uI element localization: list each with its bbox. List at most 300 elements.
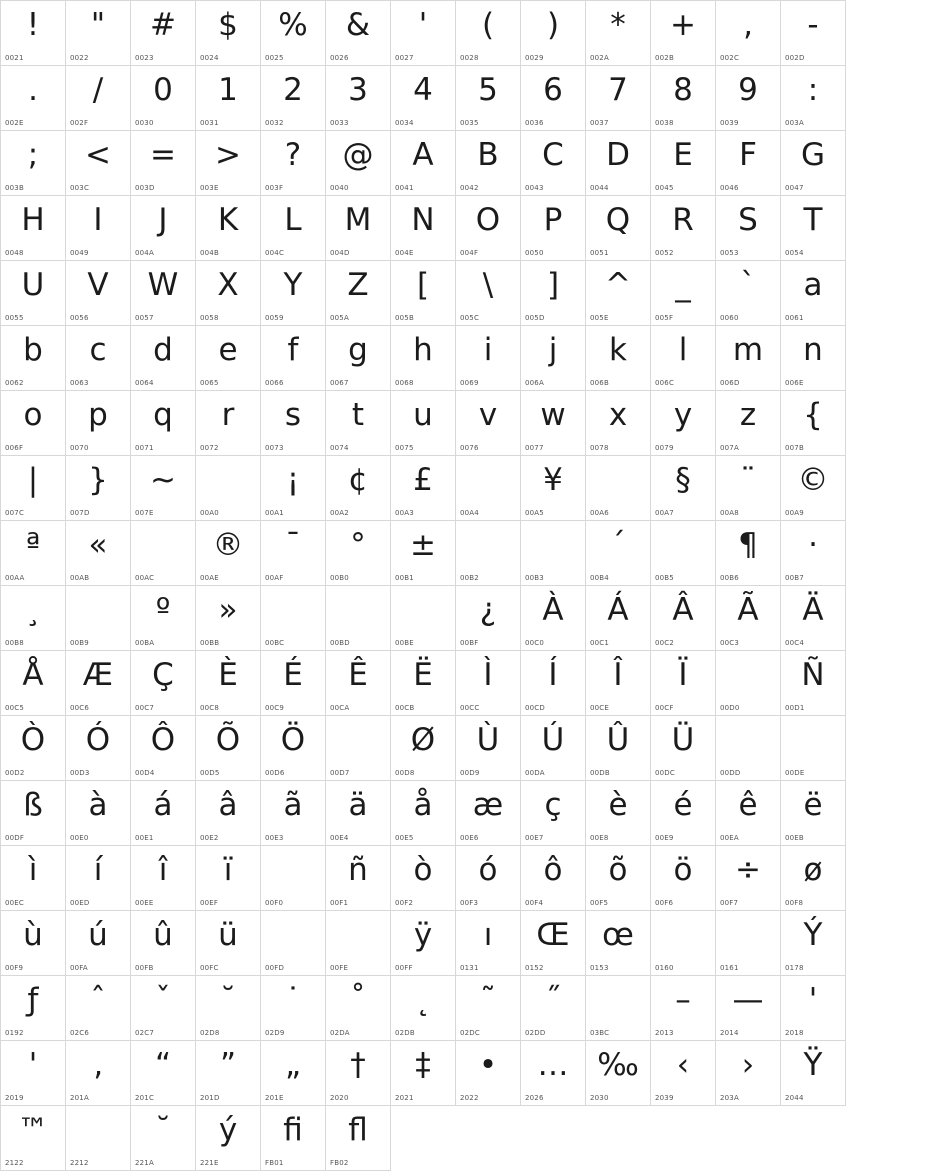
- glyph-cell[interactable]: [586, 456, 651, 521]
- glyph-codepoint: 02DC: [460, 1029, 480, 1037]
- glyph-cell[interactable]: [326, 781, 391, 846]
- glyph-cell[interactable]: [131, 781, 196, 846]
- glyph-cell[interactable]: [521, 976, 586, 1041]
- glyph-codepoint: 2019: [5, 1094, 24, 1102]
- glyph-cell[interactable]: [66, 521, 131, 586]
- glyph-codepoint: 0061: [785, 314, 804, 322]
- glyph-cell[interactable]: [196, 261, 261, 326]
- glyph-character: ¯: [285, 527, 301, 563]
- glyph-codepoint: 00D5: [200, 769, 220, 777]
- glyph-cell[interactable]: [716, 846, 781, 911]
- glyph-cell[interactable]: [586, 391, 651, 456]
- glyph-character: [586, 978, 650, 1022]
- glyph-cell[interactable]: [391, 716, 456, 781]
- glyph-cell[interactable]: [391, 586, 456, 651]
- glyph-cell[interactable]: [261, 586, 326, 651]
- glyph-cell[interactable]: [586, 261, 651, 326]
- glyph-cell[interactable]: [781, 911, 846, 976]
- glyph-cell[interactable]: [66, 976, 131, 1041]
- glyph-cell[interactable]: [261, 1, 326, 66]
- glyph-codepoint: 00E5: [395, 834, 414, 842]
- glyph-cell[interactable]: [521, 911, 586, 976]
- glyph-cell[interactable]: [781, 261, 846, 326]
- glyph-cell[interactable]: [196, 326, 261, 391]
- glyph-codepoint: 02D9: [265, 1029, 285, 1037]
- glyph-cell[interactable]: [66, 846, 131, 911]
- glyph-codepoint: 005D: [525, 314, 545, 322]
- glyph-cell[interactable]: [391, 651, 456, 716]
- glyph-cell[interactable]: [66, 716, 131, 781]
- glyph-cell[interactable]: [131, 131, 196, 196]
- glyph-character: –: [675, 982, 691, 1018]
- glyph-codepoint: 00BD: [330, 639, 350, 647]
- glyph-cell[interactable]: [716, 976, 781, 1041]
- glyph-character: º: [155, 592, 171, 628]
- glyph-cell[interactable]: [326, 716, 391, 781]
- glyph-cell[interactable]: [196, 586, 261, 651]
- glyph-cell[interactable]: [326, 586, 391, 651]
- glyph-character: X: [217, 267, 239, 303]
- glyph-cell[interactable]: [716, 326, 781, 391]
- glyph-codepoint: 00B6: [720, 574, 739, 582]
- glyph-cell[interactable]: [521, 326, 586, 391]
- glyph-cell[interactable]: [521, 131, 586, 196]
- glyph-cell[interactable]: [1, 716, 66, 781]
- glyph-cell[interactable]: [326, 1, 391, 66]
- glyph-cell[interactable]: [586, 131, 651, 196]
- glyph-cell[interactable]: [66, 1, 131, 66]
- glyph-codepoint: 00E7: [525, 834, 544, 842]
- glyph-cell[interactable]: [716, 391, 781, 456]
- glyph-cell[interactable]: [326, 131, 391, 196]
- glyph-character: î: [158, 852, 168, 888]
- glyph-cell[interactable]: [651, 131, 716, 196]
- glyph-cell[interactable]: [781, 196, 846, 261]
- glyph-cell[interactable]: [391, 976, 456, 1041]
- glyph-cell[interactable]: [66, 651, 131, 716]
- glyph-cell[interactable]: [196, 66, 261, 131]
- glyph-codepoint: 00B4: [590, 574, 609, 582]
- glyph-cell[interactable]: [521, 261, 586, 326]
- glyph-cell[interactable]: [131, 651, 196, 716]
- glyph-cell[interactable]: [651, 716, 716, 781]
- glyph-cell[interactable]: [326, 521, 391, 586]
- glyph-cell[interactable]: [456, 976, 521, 1041]
- glyph-character: {: [803, 397, 823, 433]
- glyph-codepoint: 0161: [720, 964, 739, 972]
- glyph-cell[interactable]: [586, 521, 651, 586]
- glyph-cell[interactable]: [716, 781, 781, 846]
- glyph-codepoint: 00D3: [70, 769, 90, 777]
- glyph-character: ‹: [676, 1047, 690, 1083]
- glyph-cell[interactable]: [66, 1106, 131, 1171]
- glyph-cell[interactable]: [456, 456, 521, 521]
- glyph-cell[interactable]: [261, 261, 326, 326]
- glyph-cell[interactable]: [586, 651, 651, 716]
- glyph-cell[interactable]: [586, 66, 651, 131]
- glyph-cell[interactable]: [326, 846, 391, 911]
- glyph-cell[interactable]: [651, 781, 716, 846]
- glyph-cell[interactable]: [651, 651, 716, 716]
- glyph-codepoint: 00B7: [785, 574, 804, 582]
- glyph-cell[interactable]: [326, 326, 391, 391]
- glyph-cell[interactable]: [196, 1041, 261, 1106]
- glyph-character: Ç: [152, 657, 174, 693]
- glyph-cell[interactable]: [651, 261, 716, 326]
- glyph-cell[interactable]: [456, 131, 521, 196]
- glyph-cell[interactable]: [521, 196, 586, 261]
- glyph-cell[interactable]: [391, 1, 456, 66]
- glyph-cell[interactable]: [391, 391, 456, 456]
- glyph-codepoint: 00F0: [265, 899, 284, 907]
- glyph-cell[interactable]: [716, 521, 781, 586]
- glyph-cell[interactable]: [521, 521, 586, 586]
- glyph-cell[interactable]: [1, 846, 66, 911]
- glyph-cell[interactable]: [1, 651, 66, 716]
- glyph-cell[interactable]: [1, 196, 66, 261]
- glyph-cell[interactable]: [66, 131, 131, 196]
- glyph-codepoint: 00FE: [330, 964, 349, 972]
- glyph-codepoint: 0064: [135, 379, 154, 387]
- glyph-cell[interactable]: [1, 586, 66, 651]
- glyph-cell[interactable]: [131, 456, 196, 521]
- glyph-cell[interactable]: [716, 66, 781, 131]
- glyph-cell[interactable]: [781, 846, 846, 911]
- glyph-cell[interactable]: [456, 1041, 521, 1106]
- glyph-cell[interactable]: [261, 456, 326, 521]
- glyph-cell[interactable]: [391, 1041, 456, 1106]
- glyph-cell[interactable]: [651, 196, 716, 261]
- glyph-codepoint: 0030: [135, 119, 154, 127]
- glyph-cell[interactable]: [781, 66, 846, 131]
- glyph-cell[interactable]: [261, 1041, 326, 1106]
- glyph-codepoint: 0059: [265, 314, 284, 322]
- glyph-cell[interactable]: [521, 781, 586, 846]
- glyph-cell[interactable]: [261, 846, 326, 911]
- glyph-cell[interactable]: [586, 911, 651, 976]
- glyph-codepoint: 00F6: [655, 899, 674, 907]
- glyph-cell[interactable]: [196, 716, 261, 781]
- glyph-cell[interactable]: [196, 911, 261, 976]
- glyph-cell[interactable]: [456, 781, 521, 846]
- glyph-codepoint: 003E: [200, 184, 219, 192]
- glyph-cell[interactable]: [456, 66, 521, 131]
- glyph-cell[interactable]: [716, 261, 781, 326]
- glyph-codepoint: FB02: [330, 1159, 349, 1167]
- glyph-cell[interactable]: [261, 716, 326, 781]
- glyph-cell[interactable]: [261, 391, 326, 456]
- glyph-cell[interactable]: [586, 976, 651, 1041]
- glyph-cell[interactable]: [131, 1106, 196, 1171]
- glyph-character: b: [23, 332, 43, 368]
- glyph-cell[interactable]: [131, 976, 196, 1041]
- glyph-cell[interactable]: [586, 586, 651, 651]
- glyph-cell[interactable]: [261, 651, 326, 716]
- glyph-cell[interactable]: [131, 911, 196, 976]
- glyph-cell[interactable]: [391, 846, 456, 911]
- glyph-codepoint: 00A7: [655, 509, 674, 517]
- glyph-character: i: [483, 332, 493, 368]
- glyph-cell[interactable]: [66, 196, 131, 261]
- glyph-character: ˛: [415, 982, 431, 1018]
- glyph-cell[interactable]: [651, 456, 716, 521]
- glyph-cell[interactable]: [521, 586, 586, 651]
- glyph-cell[interactable]: [66, 261, 131, 326]
- glyph-codepoint: 00F7: [720, 899, 739, 907]
- glyph-cell[interactable]: [781, 456, 846, 521]
- glyph-cell[interactable]: [456, 391, 521, 456]
- glyph-cell[interactable]: [456, 586, 521, 651]
- glyph-cell[interactable]: [391, 131, 456, 196]
- glyph-cell[interactable]: [196, 456, 261, 521]
- glyph-cell[interactable]: [261, 976, 326, 1041]
- glyph-cell[interactable]: [651, 326, 716, 391]
- glyph-cell[interactable]: [326, 1106, 391, 1171]
- glyph-cell[interactable]: [261, 196, 326, 261]
- glyph-character: a: [803, 267, 823, 303]
- glyph-cell[interactable]: [456, 1, 521, 66]
- glyph-cell[interactable]: [651, 976, 716, 1041]
- glyph-cell[interactable]: [326, 1041, 391, 1106]
- glyph-cell[interactable]: [391, 456, 456, 521]
- glyph-cell[interactable]: [456, 911, 521, 976]
- glyph-cell[interactable]: [196, 196, 261, 261]
- glyph-cell[interactable]: [1, 521, 66, 586]
- glyph-cell[interactable]: [586, 196, 651, 261]
- glyph-cell[interactable]: [131, 716, 196, 781]
- glyph-cell[interactable]: [391, 781, 456, 846]
- glyph-cell[interactable]: [586, 1041, 651, 1106]
- glyph-cell[interactable]: [651, 391, 716, 456]
- glyph-cell[interactable]: [1, 1106, 66, 1171]
- glyph-cell[interactable]: [781, 716, 846, 781]
- glyph-cell[interactable]: [326, 261, 391, 326]
- glyph-cell[interactable]: [131, 196, 196, 261]
- glyph-cell[interactable]: [456, 846, 521, 911]
- glyph-character: [66, 588, 130, 632]
- glyph-cell[interactable]: [131, 521, 196, 586]
- glyph-cell[interactable]: [196, 521, 261, 586]
- glyph-cell[interactable]: [651, 66, 716, 131]
- glyph-cell[interactable]: [1, 66, 66, 131]
- glyph-cell[interactable]: [716, 651, 781, 716]
- glyph-character: Ã: [737, 592, 759, 628]
- glyph-cell[interactable]: [781, 1, 846, 66]
- glyph-cell[interactable]: [391, 521, 456, 586]
- glyph-cell[interactable]: [326, 976, 391, 1041]
- glyph-cell[interactable]: [521, 716, 586, 781]
- glyph-cell[interactable]: [651, 1, 716, 66]
- glyph-cell[interactable]: [781, 781, 846, 846]
- glyph-cell[interactable]: [651, 846, 716, 911]
- glyph-codepoint: 007B: [785, 444, 804, 452]
- glyph-character: æ: [472, 787, 504, 823]
- glyph-cell[interactable]: [1, 1041, 66, 1106]
- glyph-cell[interactable]: [131, 1, 196, 66]
- glyph-cell[interactable]: [781, 1041, 846, 1106]
- glyph-cell[interactable]: [1, 976, 66, 1041]
- glyph-codepoint: 005A: [330, 314, 349, 322]
- glyph-cell[interactable]: [716, 131, 781, 196]
- glyph-cell[interactable]: [261, 1106, 326, 1171]
- glyph-cell[interactable]: [66, 326, 131, 391]
- glyph-codepoint: 003B: [5, 184, 24, 192]
- glyph-cell[interactable]: [651, 911, 716, 976]
- glyph-cell[interactable]: [261, 326, 326, 391]
- glyph-cell[interactable]: [131, 326, 196, 391]
- glyph-character: g: [348, 332, 368, 368]
- glyph-codepoint: 00E3: [265, 834, 284, 842]
- glyph-cell[interactable]: [716, 456, 781, 521]
- glyph-character: Ì: [483, 657, 493, 693]
- glyph-cell[interactable]: [196, 1106, 261, 1171]
- glyph-cell[interactable]: [456, 196, 521, 261]
- glyph-cell[interactable]: [131, 586, 196, 651]
- glyph-cell[interactable]: [521, 1041, 586, 1106]
- glyph-cell[interactable]: [326, 196, 391, 261]
- glyph-cell[interactable]: [1, 1, 66, 66]
- glyph-cell[interactable]: [521, 391, 586, 456]
- glyph-cell[interactable]: [261, 521, 326, 586]
- glyph-cell[interactable]: [586, 846, 651, 911]
- glyph-cell[interactable]: [716, 1, 781, 66]
- glyph-cell[interactable]: [66, 1041, 131, 1106]
- glyph-cell[interactable]: [326, 391, 391, 456]
- glyph-cell[interactable]: [651, 1041, 716, 1106]
- glyph-cell[interactable]: [716, 911, 781, 976]
- glyph-codepoint: 00CD: [525, 704, 545, 712]
- glyph-cell[interactable]: [261, 131, 326, 196]
- glyph-cell[interactable]: [456, 326, 521, 391]
- glyph-cell[interactable]: [781, 976, 846, 1041]
- glyph-cell[interactable]: [1, 781, 66, 846]
- glyph-cell[interactable]: [521, 846, 586, 911]
- glyph-cell[interactable]: [456, 521, 521, 586]
- glyph-cell[interactable]: [651, 586, 716, 651]
- glyph-cell[interactable]: [586, 716, 651, 781]
- glyph-cell[interactable]: [586, 1, 651, 66]
- glyph-cell[interactable]: [521, 66, 586, 131]
- glyph-codepoint: 00D2: [5, 769, 25, 777]
- glyph-cell[interactable]: [196, 781, 261, 846]
- glyph-character: ì: [28, 852, 38, 888]
- glyph-cell[interactable]: [456, 651, 521, 716]
- glyph-character: ˇ: [155, 982, 171, 1018]
- glyph-codepoint: 0021: [5, 54, 24, 62]
- glyph-codepoint: 00CF: [655, 704, 674, 712]
- glyph-cell[interactable]: [716, 1041, 781, 1106]
- glyph-cell[interactable]: [586, 781, 651, 846]
- glyph-cell[interactable]: [66, 781, 131, 846]
- glyph-cell[interactable]: [586, 326, 651, 391]
- glyph-cell[interactable]: [716, 586, 781, 651]
- glyph-codepoint: 007A: [720, 444, 739, 452]
- glyph-cell[interactable]: [131, 66, 196, 131]
- glyph-cell[interactable]: [66, 456, 131, 521]
- glyph-cell[interactable]: [326, 651, 391, 716]
- glyph-cell[interactable]: [66, 66, 131, 131]
- glyph-cell[interactable]: [781, 521, 846, 586]
- glyph-cell[interactable]: [196, 1, 261, 66]
- glyph-cell[interactable]: [196, 846, 261, 911]
- glyph-cell[interactable]: [131, 261, 196, 326]
- glyph-cell[interactable]: [456, 261, 521, 326]
- glyph-character: í: [93, 852, 103, 888]
- glyph-codepoint: 02D8: [200, 1029, 220, 1037]
- glyph-cell[interactable]: [716, 716, 781, 781]
- glyph-cell[interactable]: [196, 391, 261, 456]
- glyph-cell[interactable]: [391, 66, 456, 131]
- glyph-cell[interactable]: [391, 261, 456, 326]
- glyph-cell[interactable]: [261, 911, 326, 976]
- glyph-cell[interactable]: [1, 911, 66, 976]
- glyph-codepoint: 00F9: [5, 964, 24, 972]
- glyph-cell[interactable]: [781, 586, 846, 651]
- glyph-cell[interactable]: [781, 326, 846, 391]
- glyph-cell[interactable]: [1, 261, 66, 326]
- glyph-cell[interactable]: [521, 651, 586, 716]
- glyph-cell[interactable]: [261, 781, 326, 846]
- glyph-codepoint: 00BF: [460, 639, 479, 647]
- glyph-character: [131, 523, 195, 567]
- glyph-cell[interactable]: [1, 456, 66, 521]
- glyph-codepoint: 0053: [720, 249, 739, 257]
- glyph-cell[interactable]: [391, 196, 456, 261]
- glyph-cell[interactable]: [651, 521, 716, 586]
- glyph-character: é: [673, 787, 693, 823]
- glyph-codepoint: 00A3: [395, 509, 414, 517]
- glyph-codepoint: 007E: [135, 509, 154, 517]
- glyph-cell[interactable]: [261, 66, 326, 131]
- glyph-character: [391, 588, 455, 632]
- glyph-codepoint: 0025: [265, 54, 284, 62]
- glyph-codepoint: 003D: [135, 184, 155, 192]
- glyph-cell[interactable]: [326, 456, 391, 521]
- glyph-cell[interactable]: [391, 326, 456, 391]
- glyph-codepoint: 201A: [70, 1094, 89, 1102]
- glyph-cell[interactable]: [66, 586, 131, 651]
- glyph-character: #: [150, 7, 176, 43]
- glyph-cell[interactable]: [781, 131, 846, 196]
- glyph-cell[interactable]: [1, 391, 66, 456]
- glyph-cell[interactable]: [716, 196, 781, 261]
- glyph-cell[interactable]: [521, 1, 586, 66]
- glyph-cell[interactable]: [1, 326, 66, 391]
- glyph-cell[interactable]: [196, 651, 261, 716]
- glyph-cell[interactable]: [521, 456, 586, 521]
- glyph-codepoint: 0042: [460, 184, 479, 192]
- glyph-cell[interactable]: [196, 976, 261, 1041]
- glyph-cell[interactable]: [456, 716, 521, 781]
- glyph-cell[interactable]: [391, 911, 456, 976]
- glyph-cell[interactable]: [1, 131, 66, 196]
- glyph-cell[interactable]: [196, 131, 261, 196]
- glyph-codepoint: 0079: [655, 444, 674, 452]
- glyph-cell[interactable]: [131, 1041, 196, 1106]
- glyph-codepoint: 0152: [525, 964, 544, 972]
- glyph-cell[interactable]: [131, 391, 196, 456]
- glyph-cell[interactable]: [781, 651, 846, 716]
- glyph-character: ¡: [286, 462, 300, 498]
- glyph-codepoint: 0040: [330, 184, 349, 192]
- glyph-cell[interactable]: [66, 391, 131, 456]
- glyph-cell[interactable]: [66, 911, 131, 976]
- glyph-cell[interactable]: [326, 911, 391, 976]
- glyph-cell[interactable]: [781, 391, 846, 456]
- glyph-cell[interactable]: [326, 66, 391, 131]
- glyph-cell[interactable]: [131, 846, 196, 911]
- glyph-codepoint: 0074: [330, 444, 349, 452]
